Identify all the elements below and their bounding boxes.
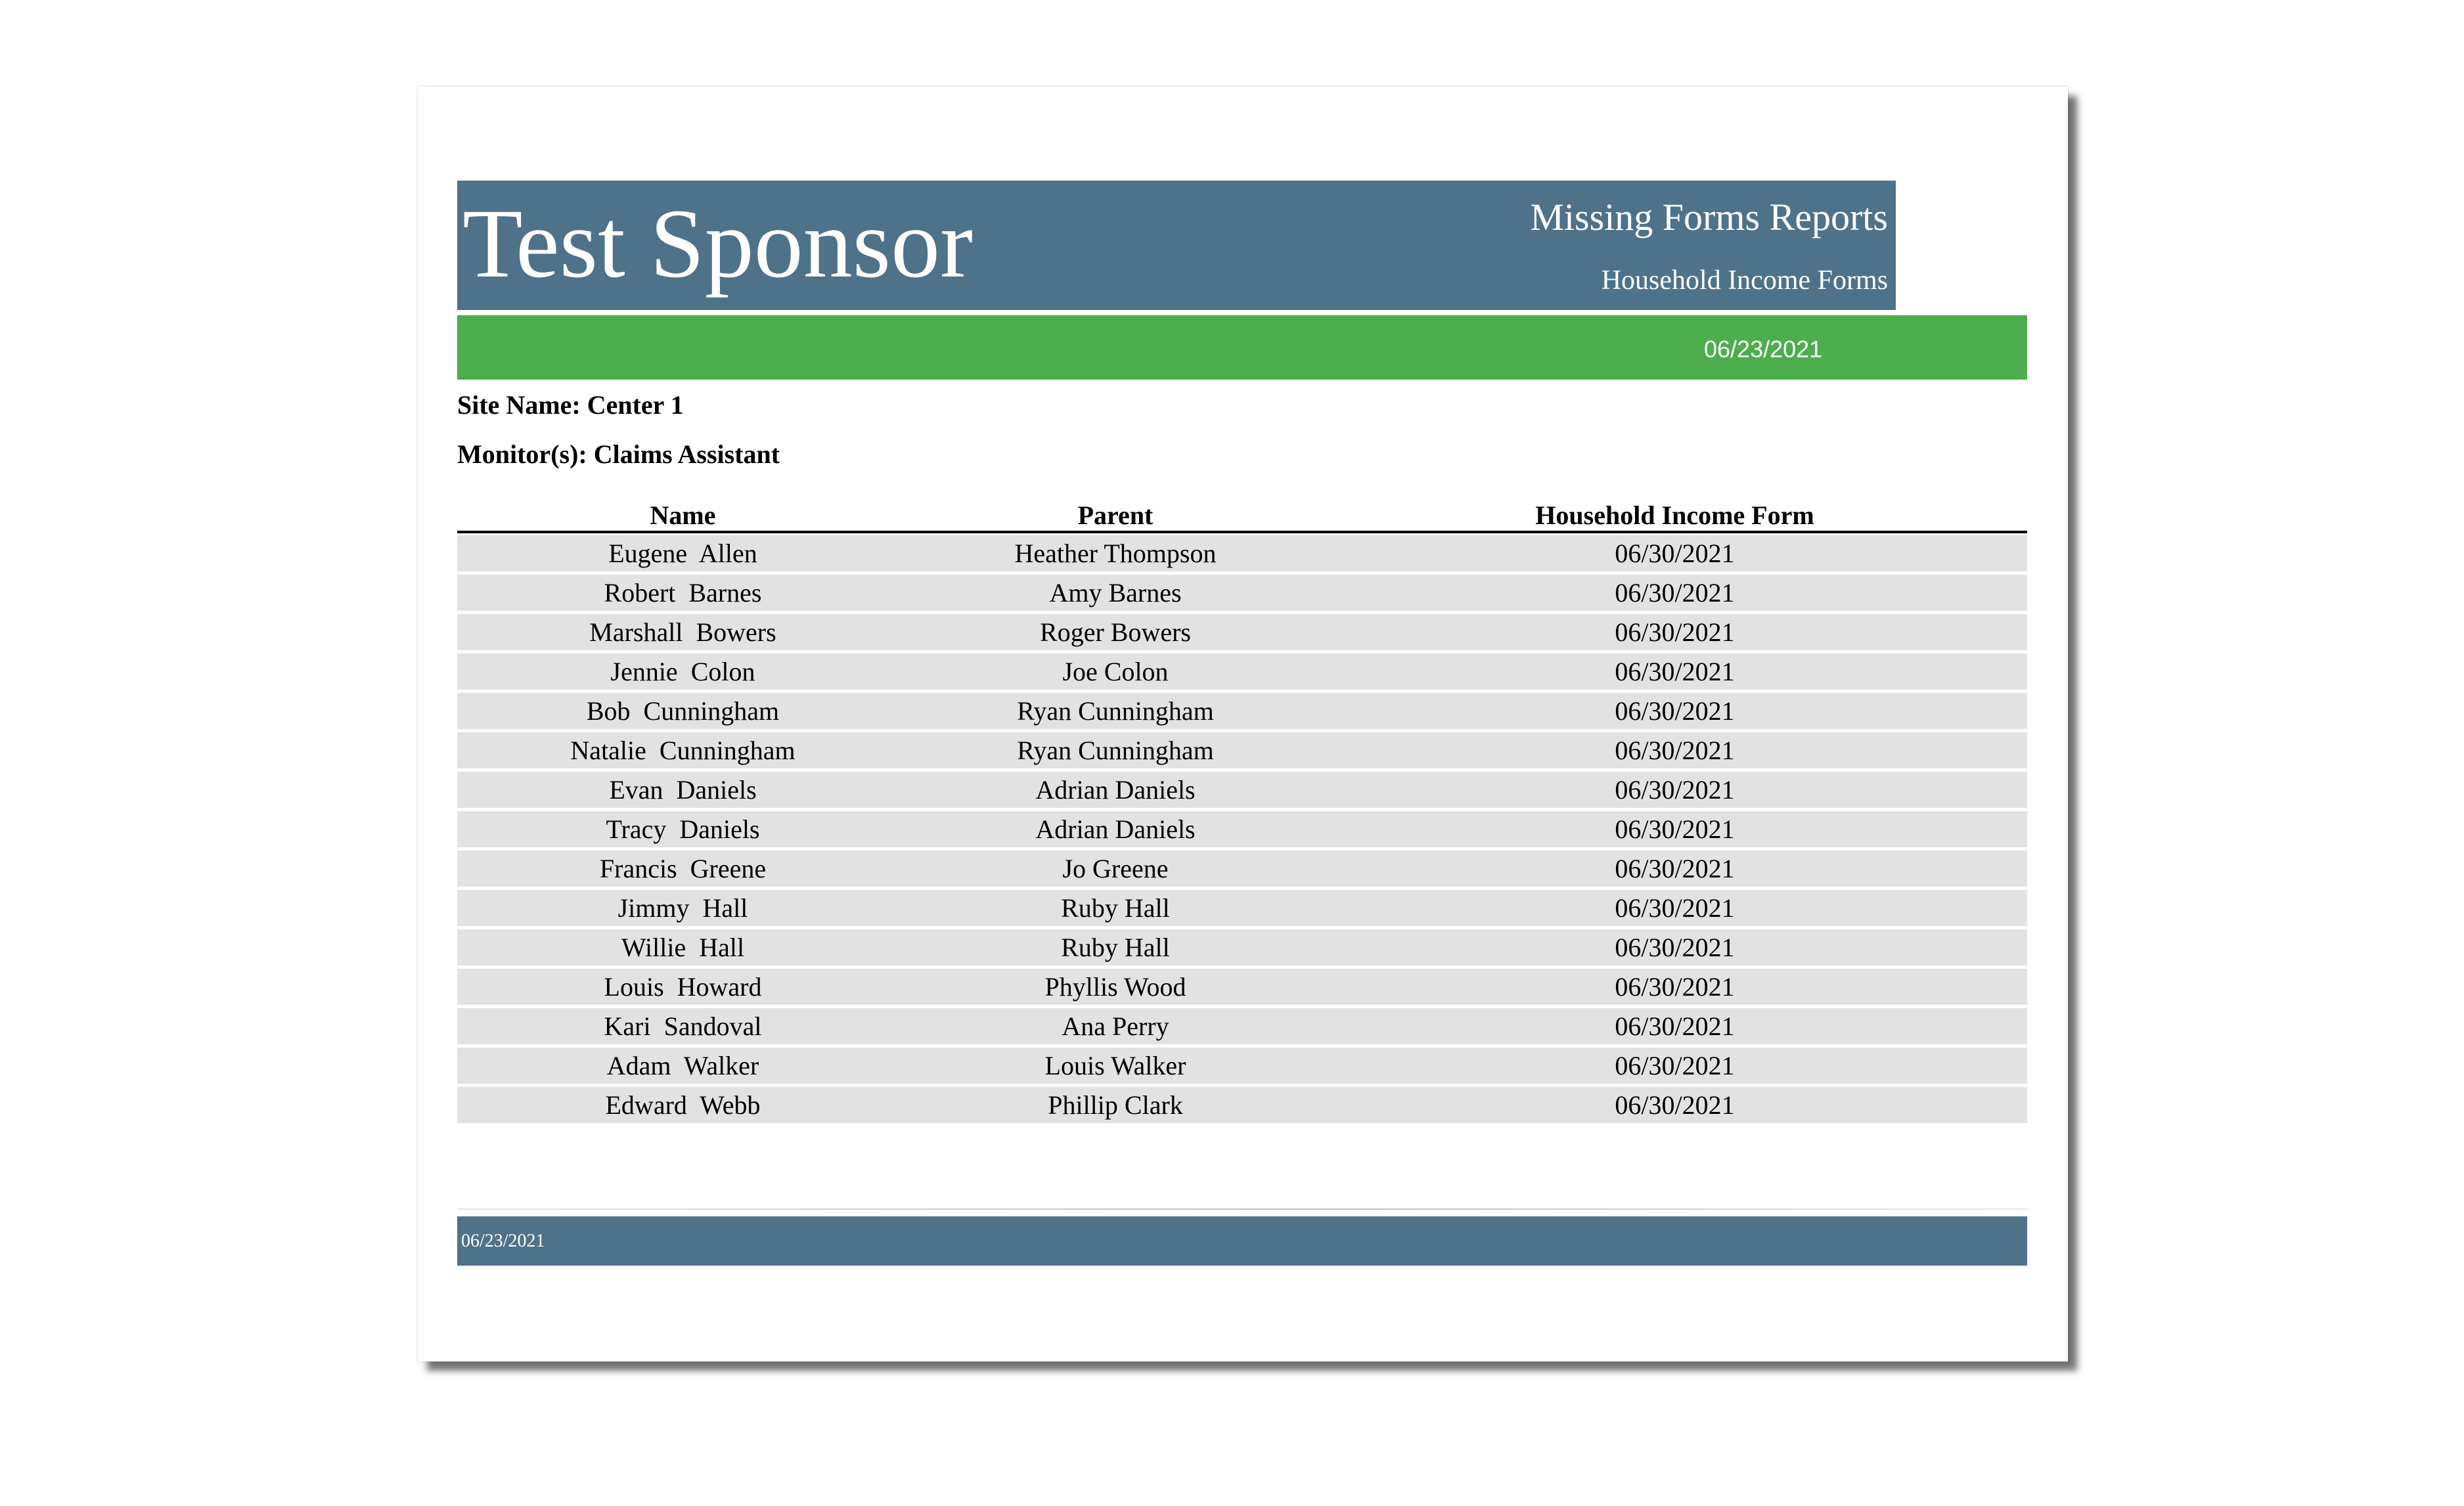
cell-name: Marshall Bowers bbox=[589, 617, 776, 647]
cell-name: Eugene Allen bbox=[608, 539, 757, 568]
table-row bbox=[457, 535, 2027, 571]
cell-parent: Ruby Hall bbox=[1061, 893, 1170, 923]
cell-parent: Ryan Cunningham bbox=[1017, 736, 1214, 765]
cell-name: Adam Walker bbox=[606, 1051, 759, 1080]
table-row bbox=[457, 1008, 2027, 1044]
cell-household-income-form: 06/30/2021 bbox=[1615, 1051, 1735, 1080]
cell-parent: Adrian Daniels bbox=[1035, 814, 1196, 844]
table-row bbox=[457, 653, 2027, 690]
table-row bbox=[457, 614, 2027, 650]
cell-name: Robert Barnes bbox=[604, 578, 762, 608]
cell-household-income-form: 06/30/2021 bbox=[1615, 893, 1735, 923]
report-subtitle: Household Income Forms bbox=[1601, 265, 1888, 296]
table-row bbox=[457, 732, 2027, 768]
cell-household-income-form: 06/30/2021 bbox=[1615, 1090, 1735, 1120]
cell-name: Francis Greene bbox=[599, 854, 767, 883]
cell-parent: Phillip Clark bbox=[1048, 1090, 1183, 1120]
table-row bbox=[457, 929, 2027, 965]
cell-parent: Phyllis Wood bbox=[1044, 972, 1186, 1002]
report-header bbox=[457, 181, 1896, 310]
cell-household-income-form: 06/30/2021 bbox=[1615, 736, 1735, 765]
cell-household-income-form: 06/30/2021 bbox=[1615, 617, 1735, 647]
cell-parent: Roger Bowers bbox=[1040, 617, 1191, 647]
cell-parent: Adrian Daniels bbox=[1035, 775, 1196, 805]
report-date: 06/23/2021 bbox=[1704, 336, 1823, 363]
table-row bbox=[457, 693, 2027, 729]
cell-household-income-form: 06/30/2021 bbox=[1615, 972, 1735, 1002]
cell-parent: Jo Greene bbox=[1062, 854, 1169, 883]
sponsor-title: Test Sponsor bbox=[462, 189, 974, 298]
cell-household-income-form: 06/30/2021 bbox=[1615, 814, 1735, 844]
cell-parent: Ana Perry bbox=[1062, 1011, 1169, 1041]
table-row bbox=[457, 851, 2027, 887]
missing-forms-table bbox=[457, 500, 2027, 1123]
table-row bbox=[457, 890, 2027, 926]
cell-household-income-form: 06/30/2021 bbox=[1615, 696, 1735, 726]
cell-household-income-form: 06/30/2021 bbox=[1615, 775, 1735, 805]
footer-date: 06/23/2021 bbox=[461, 1231, 545, 1251]
table-row bbox=[457, 772, 2027, 808]
table-body bbox=[457, 535, 2027, 1123]
cell-household-income-form: 06/30/2021 bbox=[1615, 578, 1735, 608]
cell-household-income-form: 06/30/2021 bbox=[1615, 657, 1735, 686]
table-header bbox=[457, 500, 2027, 533]
cell-name: Louis Howard bbox=[604, 972, 762, 1002]
site-name: Site Name: Center 1 bbox=[457, 390, 684, 420]
table-row bbox=[457, 1048, 2027, 1084]
column-header-name: Name bbox=[650, 500, 716, 530]
footer-divider bbox=[457, 1208, 2027, 1210]
column-header-household-income-form: Household Income Form bbox=[1535, 500, 1814, 530]
table-row bbox=[457, 811, 2027, 847]
cell-name: Kari Sandoval bbox=[604, 1011, 762, 1041]
cell-name: Tracy Daniels bbox=[606, 814, 760, 844]
cell-name: Bob Cunningham bbox=[586, 696, 780, 726]
cell-name: Jennie Colon bbox=[610, 657, 755, 686]
cell-parent: Ruby Hall bbox=[1061, 933, 1170, 962]
cell-household-income-form: 06/30/2021 bbox=[1615, 854, 1735, 883]
cell-parent: Ryan Cunningham bbox=[1017, 696, 1214, 726]
cell-name: Willie Hall bbox=[621, 933, 745, 962]
report-page bbox=[418, 87, 2068, 1362]
cell-household-income-form: 06/30/2021 bbox=[1615, 933, 1735, 962]
cell-name: Edward Webb bbox=[605, 1090, 761, 1120]
date-band bbox=[457, 315, 2027, 380]
table-row bbox=[457, 575, 2027, 611]
cell-name: Jimmy Hall bbox=[617, 893, 748, 923]
cell-parent: Louis Walker bbox=[1044, 1051, 1186, 1080]
cell-parent: Amy Barnes bbox=[1049, 578, 1182, 608]
column-header-parent: Parent bbox=[1077, 500, 1154, 530]
cell-parent: Joe Colon bbox=[1062, 657, 1169, 686]
report-footer bbox=[457, 1216, 2027, 1266]
cell-household-income-form: 06/30/2021 bbox=[1615, 539, 1735, 568]
cell-parent: Heather Thompson bbox=[1014, 539, 1217, 568]
cell-name: Natalie Cunningham bbox=[570, 736, 795, 765]
cell-name: Evan Daniels bbox=[609, 775, 757, 805]
table-row bbox=[457, 1087, 2027, 1123]
table-row bbox=[457, 969, 2027, 1005]
monitor-name: Monitor(s): Claims Assistant bbox=[457, 439, 780, 469]
cell-household-income-form: 06/30/2021 bbox=[1615, 1011, 1735, 1041]
report-title: Missing Forms Reports bbox=[1530, 196, 1888, 238]
